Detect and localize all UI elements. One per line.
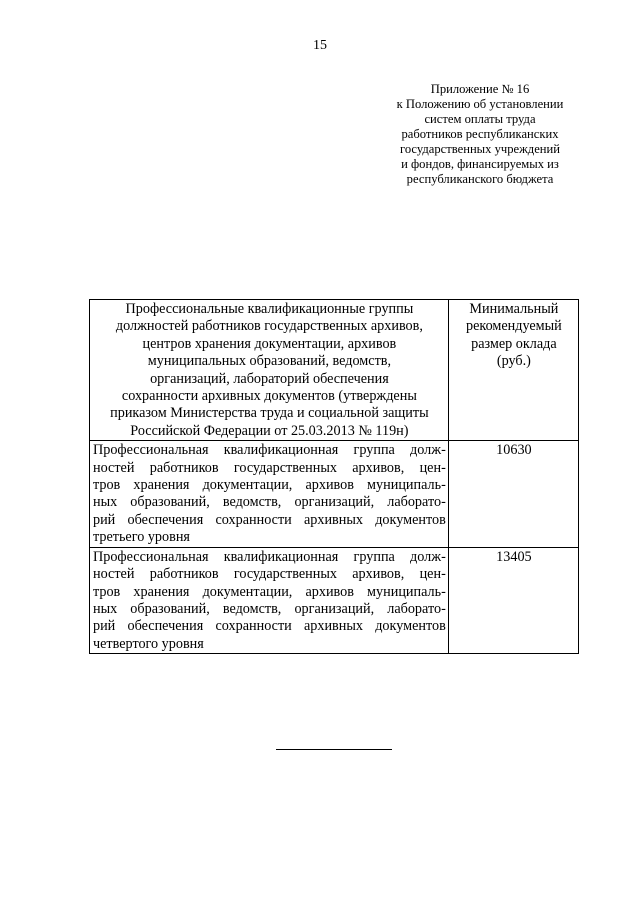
appendix-line: Приложение № 16 — [430, 82, 530, 96]
appendix-line: работников республиканских — [401, 127, 559, 141]
group-description-line: ных образований, ведомств, организаций, лаборато- — [93, 600, 446, 617]
appendix-line: систем оплаты труда — [424, 112, 536, 126]
group-description-line: тров хранения документации, архивов муниципаль- — [93, 477, 446, 494]
header-salary-line: размер оклада — [471, 335, 557, 352]
appendix-line: и фондов, финансируемых из — [401, 157, 559, 171]
group-description-line: четвертого уровня — [93, 635, 204, 652]
header-group-line: Российской Федерации от 25.03.2013 № 119н) — [130, 422, 409, 439]
header-salary-line: рекомендуемый — [466, 318, 562, 335]
group-description-line: Профессиональная квалификационная группа долж- — [93, 442, 446, 459]
group-description-cell — [90, 441, 449, 547]
table-row — [90, 441, 579, 547]
header-group-line: должностей работников государственных архивов, — [115, 318, 423, 335]
appendix-heading — [380, 82, 580, 187]
header-group-line: сохранности архивных документов (утверждены — [121, 388, 417, 405]
group-description-line: рий обеспечения сохранности архивных документов — [93, 618, 446, 635]
group-description-line: рий обеспечения сохранности архивных документов — [93, 511, 446, 528]
group-description-line: ностей работников государственных архивов, цен- — [93, 566, 446, 583]
table-row — [90, 547, 579, 653]
salary-value: 13405 — [496, 548, 532, 565]
page-number: 15 — [313, 38, 327, 53]
header-group-line: организаций, лабораторий обеспечения — [150, 370, 389, 387]
header-salary-line: Минимальный — [469, 301, 559, 317]
appendix-line: республиканского бюджета — [406, 172, 554, 186]
group-description-line: ностей работников государственных архивов, цен- — [93, 459, 446, 476]
header-group-line: муниципальных образований, ведомств, — [147, 353, 392, 370]
group-description-line: тров хранения документации, архивов муниципаль- — [93, 583, 446, 600]
group-description-line: третьего уровня — [93, 529, 190, 546]
group-description-line: ных образований, ведомств, организаций, лаборато- — [93, 494, 446, 511]
header-group-line: Профессиональные квалификационные группы — [125, 301, 414, 317]
header-salary-cell — [448, 300, 578, 441]
table-header-row — [90, 300, 579, 441]
header-group-line: центров хранения документации, архивов — [142, 335, 397, 352]
group-description-line: Профессиональная квалификационная группа долж- — [93, 548, 446, 565]
salary-value-cell — [448, 547, 578, 653]
header-group-line: приказом Министерства труда и социальной защиты — [110, 405, 429, 422]
closing-rule — [276, 749, 392, 750]
salary-value: 10630 — [496, 442, 532, 459]
qualification-groups-table — [89, 299, 579, 654]
group-description-cell — [90, 547, 449, 653]
appendix-line: к Положению об установлении — [396, 97, 564, 111]
salary-value-cell — [448, 441, 578, 547]
header-salary-line: (руб.) — [496, 353, 531, 370]
appendix-line: государственных учреждений — [399, 142, 561, 156]
header-group-cell — [90, 300, 449, 441]
